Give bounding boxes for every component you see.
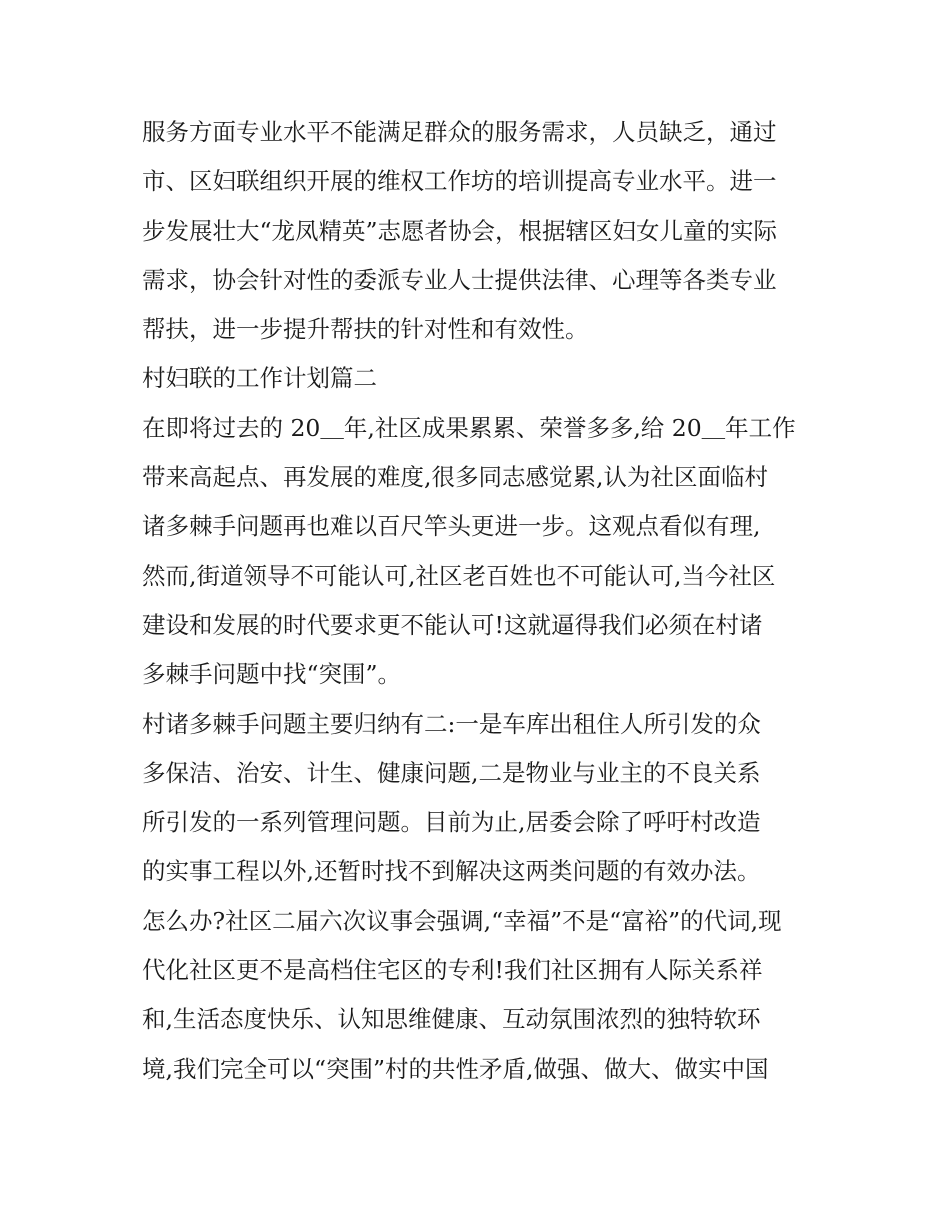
text-line: 服务方面专业水平不能满足群众的服务需求，人员缺乏，通过 [142, 118, 777, 146]
text-line: 建设和发展的时代要求更不能认可!这就逼得我们必须在村诸 [142, 610, 763, 639]
text-line: 多棘手问题中找“突围”。 [142, 660, 402, 689]
text-line: 和,生活态度快乐、认知思维健康、互动氛围浓烈的独特软环 [142, 1005, 761, 1034]
text-line: 然而,街道领导不可能认可,社区老百姓也不可能认可,当今社区 [142, 561, 776, 590]
text-line: 怎么办?社区二届六次议事会强调,“幸福”不是“富裕”的代词,现 [142, 906, 782, 935]
text-line: 所引发的一系列管理问题。目前为止,居委会除了呼吁村改造 [142, 808, 761, 837]
text-line: 境,我们完全可以“突围”村的共性矛盾,做强、做大、做实中国 [142, 1054, 769, 1083]
paragraph-problems [142, 700, 822, 897]
text-line: 诸多棘手问题再也难以百尺竿头更进一步。这观点看似有理, [142, 512, 761, 541]
document-body [142, 108, 822, 1094]
text-line: 在即将过去的 20＿年,社区成果累累、荣誉多多,给 20＿年工作 [142, 413, 796, 442]
paragraph-achievements [142, 404, 822, 700]
text-line: 步发展壮大“龙凤精英”志愿者协会，根据辖区妇女儿童的实际 [142, 216, 778, 245]
text-line: 需求，协会针对性的委派专业人士提供法律、心理等各类专业 [142, 265, 777, 294]
text-line: 市、区妇联组织开展的维权工作坊的培训提高专业水平。进一 [142, 167, 777, 196]
section-title: 村妇联的工作计划篇二 [142, 364, 377, 393]
text-line: 的实事工程以外,还暂时找不到解决这两类问题的有效办法。 [142, 857, 761, 886]
text-line: 代化社区更不是高档住宅区的专利!我们社区拥有人际关系祥 [142, 956, 763, 985]
paragraph-service-training [142, 108, 822, 354]
text-line: 村诸多棘手问题主要归纳有二:一是车库出租住人所引发的众 [142, 709, 761, 738]
paragraph-solution [142, 897, 822, 1094]
text-line: 带来高起点、再发展的难度,很多同志感觉累,认为社区面临村 [142, 463, 768, 492]
text-line: 多保洁、治安、计生、健康问题,二是物业与业主的不良关系 [142, 758, 761, 787]
text-line: 帮扶，进一步提升帮扶的针对性和有效性。 [142, 315, 589, 344]
